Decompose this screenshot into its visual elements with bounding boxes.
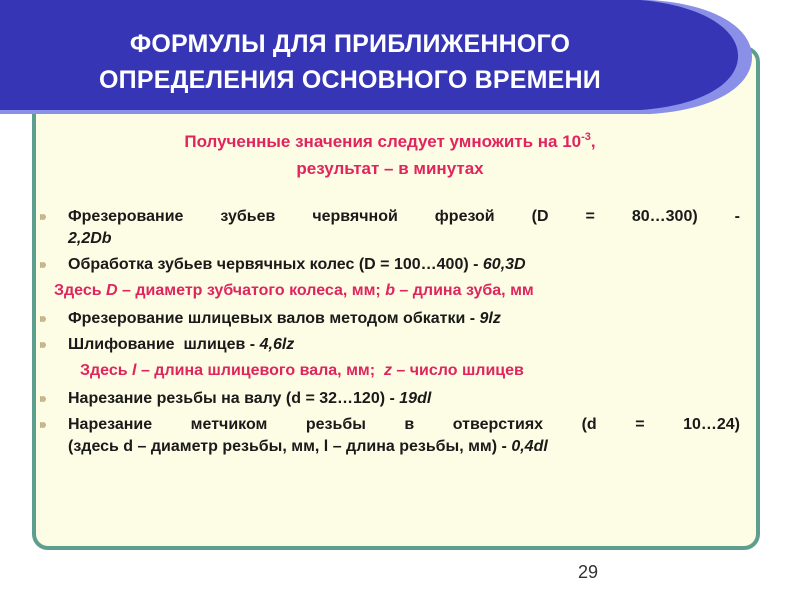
- bullet-icon: [40, 422, 45, 428]
- formula-list: [40, 206, 740, 462]
- note-spline: [40, 360, 740, 382]
- page-number: 29: [578, 562, 599, 582]
- list-item-spline-grinding: [40, 334, 740, 356]
- note-text: Здесь: [54, 282, 107, 299]
- note-text: Здесь: [80, 362, 133, 379]
- item-formula: 60,3D: [482, 256, 526, 273]
- subtitle: [60, 128, 720, 182]
- title-line-1: ФОРМУЛЫ ДЛЯ ПРИБЛИЖЕННОГО: [129, 30, 571, 58]
- title-banner: [0, 0, 755, 115]
- bullet-icon: [40, 214, 45, 220]
- subtitle-exponent: -3: [581, 131, 591, 143]
- item-text: Фрезерование шлицевых валов методом обкатки -: [68, 310, 476, 327]
- note-text: – диаметр зубчатого колеса, мм;: [117, 282, 386, 299]
- list-item-worm-gear: [40, 254, 740, 276]
- item-formula: 0,4dl: [511, 438, 548, 455]
- note-text: – число шлицев: [391, 362, 524, 379]
- bullet-icon: [40, 342, 45, 348]
- note-gear: [40, 280, 740, 302]
- item-text: Фрезерование зубьев червячной фрезой (D = 80…300) -: [68, 208, 740, 225]
- bullet-icon: [40, 262, 45, 268]
- item-text: Нарезание резьбы на валу (d = 32…120) -: [68, 390, 395, 407]
- note-text: – длина зуба, мм: [394, 282, 534, 299]
- item-formula: 9lz: [479, 310, 501, 327]
- item-formula: 4,6lz: [259, 336, 295, 353]
- subtitle-suffix: ,: [590, 132, 596, 151]
- note-symbol: D: [106, 282, 118, 299]
- item-text: Нарезание метчиком резьбы в отверстиях (d = 10…24): [68, 416, 740, 433]
- list-item-spline-milling: [40, 308, 740, 330]
- item-text: Обработка зубьев червячных колес (D = 100…400) -: [68, 256, 479, 273]
- note-symbol: b: [385, 282, 395, 299]
- note-text: – длина шлицевого вала, мм;: [136, 362, 384, 379]
- item-formula: 2,2Db: [68, 230, 112, 247]
- note-symbol: l: [132, 362, 137, 379]
- note-symbol: z: [383, 362, 392, 379]
- list-item-tapping: [40, 414, 740, 458]
- bullet-icon: [40, 316, 45, 322]
- subtitle-line-1: [60, 128, 720, 155]
- list-item-hob-milling: [40, 206, 740, 250]
- list-item-shaft-threading: [40, 388, 740, 410]
- title-line-2: ОПРЕДЕЛЕНИЯ ОСНОВНОГО ВРЕМЕНИ: [99, 66, 601, 94]
- subtitle-prefix: Полученные значения следует умножить на 10: [184, 132, 582, 151]
- item-formula: 19dl: [399, 390, 432, 407]
- item-text-line-2: [68, 436, 740, 458]
- item-text: Шлифование шлицев -: [68, 336, 256, 353]
- bullet-icon: [40, 396, 45, 402]
- slide-title: [0, 26, 700, 98]
- item-text-continued: (здесь d – диаметр резьбы, мм, l – длина резьбы, мм) -: [68, 438, 507, 455]
- subtitle-line-2: результат – в минутах: [296, 159, 484, 178]
